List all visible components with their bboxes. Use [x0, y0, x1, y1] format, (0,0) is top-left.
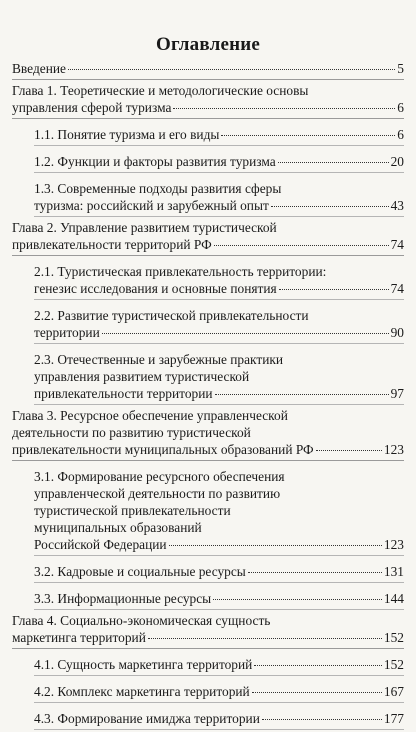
toc-entry-title: 4.3. Формирование имиджа территории — [34, 711, 260, 726]
toc-entry-line: 2.1. Туристическая привлекательность территории: — [34, 264, 327, 279]
dot-leader — [279, 289, 389, 290]
toc-entry-row — [12, 236, 404, 253]
page-title: Оглавление — [155, 34, 261, 55]
page-number: 97 — [390, 386, 404, 401]
dot-leader — [169, 545, 382, 546]
divider — [34, 702, 404, 703]
toc-entry-line: туристической привлекательности — [34, 503, 231, 518]
toc-chapter-entry[interactable] — [12, 219, 404, 256]
divider — [34, 675, 404, 676]
toc-entry-row — [12, 441, 404, 458]
toc-entry-title: привлекательности территории — [34, 386, 213, 401]
divider — [12, 79, 404, 80]
dot-leader — [316, 450, 382, 451]
toc-entry-line: деятельности по развитию туристической — [12, 425, 251, 440]
toc-entry-row — [12, 629, 404, 646]
dot-leader — [221, 135, 395, 136]
toc-entry-title: территории — [34, 325, 100, 340]
page-number: 144 — [383, 591, 404, 606]
toc-entry-line: 1.3. Современные подходы развития сферы — [34, 181, 282, 196]
toc-section-entry[interactable] — [12, 263, 404, 300]
page-number: 123 — [383, 442, 404, 457]
divider — [12, 255, 404, 256]
toc-entry-line: управленческой деятельности по развитию — [34, 486, 281, 501]
toc-section-entry[interactable] — [12, 656, 404, 676]
toc-entry-row — [34, 153, 404, 170]
toc-entry-title: 1.2. Функции и факторы развития туризма — [34, 154, 276, 169]
page-number: 167 — [383, 684, 404, 699]
toc-chapter-entry[interactable] — [12, 612, 404, 649]
toc-section-entry[interactable] — [12, 590, 404, 610]
toc-entry-line: 2.3. Отечественные и зарубежные практики — [34, 352, 284, 367]
dot-leader — [214, 245, 389, 246]
toc-chapter-entry[interactable] — [12, 407, 404, 461]
page-number: 90 — [390, 325, 404, 340]
divider — [34, 729, 404, 730]
toc-entry-line: муниципальных образований — [34, 520, 202, 535]
page-number: 74 — [390, 281, 404, 296]
toc-section-entry[interactable] — [12, 468, 404, 556]
toc-entry-row — [12, 60, 404, 77]
divider — [34, 404, 404, 405]
dot-leader — [215, 394, 389, 395]
divider — [34, 216, 404, 217]
toc-entry-title: Введение — [12, 61, 66, 76]
toc-section-entry[interactable] — [12, 180, 404, 217]
page-number: 131 — [383, 564, 404, 579]
page-number: 177 — [383, 711, 404, 726]
toc-entry-line: Глава 2. Управление развитием туристической — [12, 220, 277, 235]
toc-entry-title: 3.2. Кадровые и социальные ресурсы — [34, 564, 246, 579]
toc-entry-row — [34, 563, 404, 580]
dot-leader — [252, 692, 382, 693]
toc-entry-title: маркетинга территорий — [12, 630, 146, 645]
divider — [34, 582, 404, 583]
toc-section-entry[interactable] — [12, 683, 404, 703]
toc-section-entry[interactable] — [12, 307, 404, 344]
toc-entry-title: 1.1. Понятие туризма и его виды — [34, 127, 220, 142]
toc-section-entry[interactable] — [12, 351, 404, 405]
toc-entry-title: привлекательности муниципальных образований РФ — [12, 442, 314, 457]
toc-section-entry[interactable] — [12, 126, 404, 146]
toc-entry-title: 4.1. Сущность маркетинга территорий — [34, 657, 253, 672]
toc-entry-line: управления развитием туристической — [34, 369, 250, 384]
toc-entry-row — [34, 656, 404, 673]
toc-entry-line: Глава 1. Теоретические и методологические основы — [12, 83, 309, 98]
toc-entry-row — [12, 99, 404, 116]
divider — [12, 648, 404, 649]
toc-entry-title: управления сферой туризма — [12, 100, 172, 115]
toc-entry-title: 3.3. Информационные ресурсы — [34, 591, 212, 606]
page-number: 5 — [397, 61, 404, 76]
dot-leader — [271, 206, 389, 207]
page-number: 152 — [383, 657, 404, 672]
toc-entry-row — [34, 710, 404, 727]
toc-entry-line: Глава 4. Социально-экономическая сущность — [12, 613, 271, 628]
dot-leader — [213, 599, 382, 600]
divider — [12, 118, 404, 119]
dot-leader — [148, 638, 382, 639]
divider — [34, 555, 404, 556]
toc-section-entry[interactable] — [12, 563, 404, 583]
toc-entry-line: 2.2. Развитие туристической привлекательности — [34, 308, 309, 323]
dot-leader — [254, 665, 382, 666]
dot-leader — [278, 162, 389, 163]
page-number: 123 — [383, 537, 404, 552]
toc-chapter-entry[interactable] — [12, 60, 404, 80]
page-number: 74 — [390, 237, 404, 252]
dot-leader — [262, 719, 382, 720]
divider — [34, 172, 404, 173]
toc-section-entry[interactable] — [12, 710, 404, 730]
toc-entry-line: 3.1. Формирование ресурсного обеспечения — [34, 469, 285, 484]
toc-entry-row — [34, 126, 404, 143]
toc-entry-row — [34, 536, 404, 553]
page-number: 20 — [390, 154, 404, 169]
toc-entry-row — [34, 683, 404, 700]
dot-leader — [102, 333, 389, 334]
toc-section-entry[interactable] — [12, 153, 404, 173]
dot-leader — [173, 108, 395, 109]
toc-entry-row — [34, 385, 404, 402]
toc-entry-title: 4.2. Комплекс маркетинга территорий — [34, 684, 250, 699]
dot-leader — [68, 69, 395, 70]
toc-entry-row — [34, 324, 404, 341]
toc-entry-title: Российской Федерации — [34, 537, 167, 552]
toc-entry-title: туризма: российский и зарубежный опыт — [34, 198, 269, 213]
toc-entry-row — [34, 280, 404, 297]
divider — [34, 145, 404, 146]
toc-entry-row — [34, 197, 404, 214]
page-number: 6 — [397, 100, 404, 115]
toc-entry-line: Глава 3. Ресурсное обеспечение управленческой — [12, 408, 288, 423]
toc-entry-row — [34, 590, 404, 607]
divider — [12, 460, 404, 461]
page-number: 43 — [390, 198, 404, 213]
toc-chapter-entry[interactable] — [12, 82, 404, 119]
divider — [34, 343, 404, 344]
toc-entry-title: привлекательности территорий РФ — [12, 237, 212, 252]
toc-entry-title: генезис исследования и основные понятия — [34, 281, 277, 296]
divider — [34, 299, 404, 300]
dot-leader — [248, 572, 382, 573]
divider — [34, 609, 404, 610]
page-number: 6 — [397, 127, 404, 142]
table-of-contents — [12, 58, 404, 732]
page-number: 152 — [383, 630, 404, 645]
